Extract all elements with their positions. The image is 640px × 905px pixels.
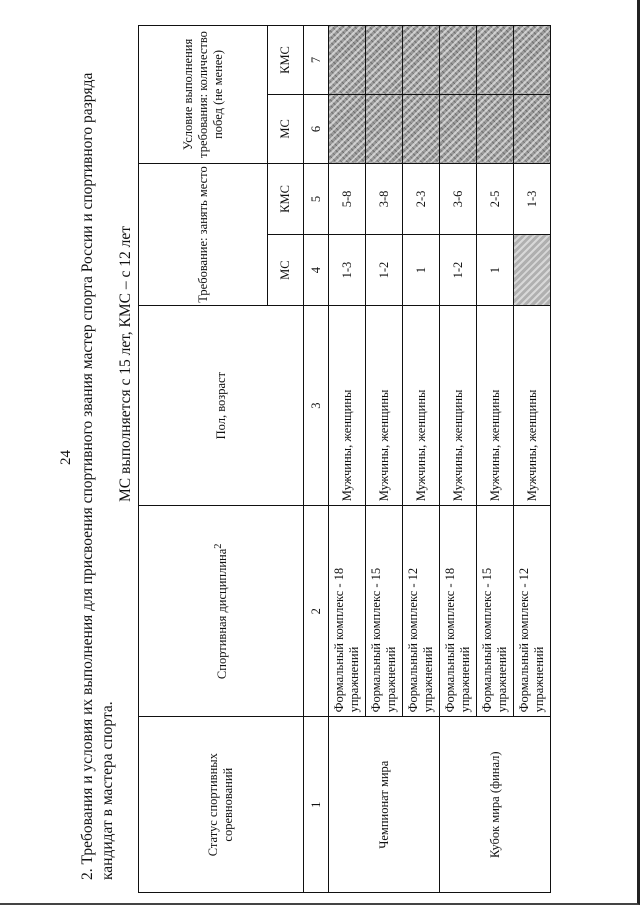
ms-place-cell: 1-3	[329, 235, 366, 306]
ms-wins-cell-shaded	[440, 94, 477, 163]
kms-wins-cell-shaded	[366, 26, 403, 95]
gender-cell: Мужчины, женщины	[329, 306, 366, 506]
ms-wins-cell-shaded	[366, 94, 403, 163]
kms-place-cell: 5-8	[329, 163, 366, 234]
page-number: 24	[58, 450, 74, 465]
header-ms-place: МС	[268, 235, 304, 306]
kms-wins-cell-shaded	[329, 26, 366, 95]
col-number: 3	[304, 306, 329, 506]
kms-place-cell: 3-6	[440, 163, 477, 234]
header-ms-wins: МС	[268, 94, 304, 163]
col-number: 7	[304, 26, 329, 95]
gender-cell: Мужчины, женщины	[477, 306, 514, 506]
header-discipline	[139, 506, 304, 717]
col-number: 2	[304, 506, 329, 717]
discipline-cell: Формальный комплекс - 12 упражнений	[514, 506, 551, 717]
gender-cell: Мужчины, женщины	[514, 306, 551, 506]
header-discipline-text: Спортивная дисциплина	[215, 548, 230, 680]
col-number: 1	[304, 717, 329, 893]
age-requirement-note: МС выполняется с 15 лет, КМС – с 12 лет	[117, 225, 134, 502]
kms-place-cell: 2-3	[403, 163, 440, 234]
section-heading: 2. Требования и условия их выполнения для присвоения спортивного звания мастер спорта России и спортивного разряда кандидат в мастера спорта.	[79, 72, 116, 880]
kms-place-cell: 2-5	[477, 163, 514, 234]
ms-place-cell: 1	[477, 235, 514, 306]
requirements-table	[138, 25, 551, 893]
header-place-requirement: Требование: занять место	[139, 163, 268, 305]
ms-place-cell: 1-2	[440, 235, 477, 306]
kms-wins-cell-shaded	[440, 26, 477, 95]
ms-wins-cell-shaded	[403, 94, 440, 163]
discipline-cell: Формальный комплекс - 15 упражнений	[477, 506, 514, 717]
ms-wins-cell-shaded	[477, 94, 514, 163]
discipline-cell: Формальный комплекс - 15 упражнений	[366, 506, 403, 717]
discipline-cell: Формальный комплекс - 18 упражнений	[440, 506, 477, 717]
col-number: 6	[304, 94, 329, 163]
ms-place-cell-shaded	[514, 235, 551, 306]
header-kms-wins: КМС	[268, 26, 304, 95]
status-cell: Кубок мира (финал)	[440, 717, 551, 893]
col-number: 5	[304, 163, 329, 234]
kms-wins-cell-shaded	[514, 26, 551, 95]
ms-wins-cell-shaded	[329, 94, 366, 163]
kms-place-cell: 3-8	[366, 163, 403, 234]
gender-cell: Мужчины, женщины	[440, 306, 477, 506]
ms-wins-cell-shaded	[514, 94, 551, 163]
discipline-cell: Формальный комплекс - 12 упражнений	[403, 506, 440, 717]
ms-place-cell: 1-2	[366, 235, 403, 306]
header-gender-age: Пол, возраст	[139, 306, 304, 506]
gender-cell: Мужчины, женщины	[366, 306, 403, 506]
discipline-cell: Формальный комплекс - 18 упражнений	[329, 506, 366, 717]
ms-place-cell: 1	[403, 235, 440, 306]
header-wins-condition: Условие выполнения требования: количество побед (не менее)	[139, 26, 268, 164]
gender-cell: Мужчины, женщины	[403, 306, 440, 506]
header-discipline-footnote: 2	[213, 543, 225, 549]
kms-wins-cell-shaded	[403, 26, 440, 95]
kms-wins-cell-shaded	[477, 26, 514, 95]
header-kms-place: КМС	[268, 163, 304, 234]
kms-place-cell: 1-3	[514, 163, 551, 234]
col-number: 4	[304, 235, 329, 306]
status-cell: Чемпионат мира	[329, 717, 440, 893]
header-status: Статус спортивных соревнований	[139, 717, 304, 893]
